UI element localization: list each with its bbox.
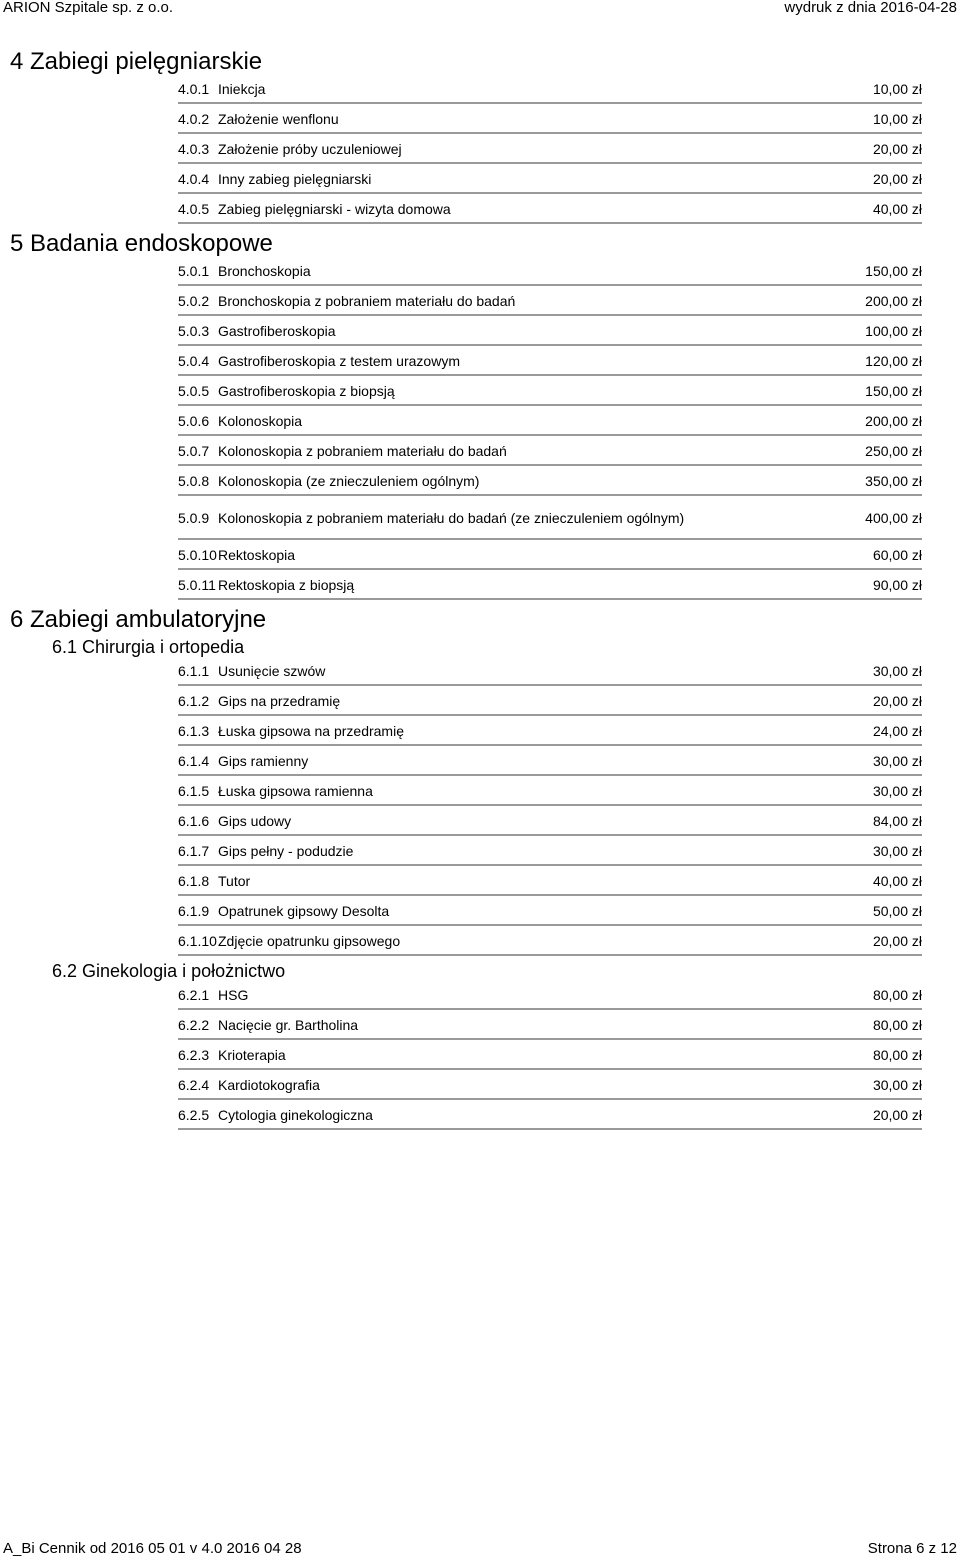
table-row (178, 106, 922, 134)
service-code: 4.0.1 (178, 81, 210, 97)
service-code: 5.0.2 (178, 293, 210, 309)
table-row (178, 288, 922, 316)
service-name: Iniekcja (218, 81, 266, 97)
service-name: Gastrofiberoskopia z testem urazowym (218, 353, 460, 369)
service-price: 20,00 zł (872, 933, 922, 949)
service-code: 6.1.2 (178, 693, 210, 709)
table-row (178, 928, 922, 956)
service-code: 5.0.7 (178, 443, 210, 459)
service-price: 24,00 zł (872, 723, 922, 739)
service-price: 40,00 zł (872, 873, 922, 889)
table-row (178, 688, 922, 716)
table-row (178, 778, 922, 806)
service-price: 30,00 zł (872, 783, 922, 799)
price-table (178, 658, 922, 956)
table-row (178, 1012, 922, 1040)
section-title: 5 Badania endoskopowe (10, 230, 273, 257)
service-code: 6.2.3 (178, 1047, 210, 1063)
table-row (178, 468, 922, 496)
service-name: Gastrofiberoskopia (218, 323, 336, 339)
service-price: 250,00 zł (865, 443, 922, 459)
table-row (178, 378, 922, 406)
service-price: 20,00 zł (872, 171, 922, 187)
service-price: 150,00 zł (865, 263, 922, 279)
service-name: Zdjęcie opatrunku gipsowego (218, 933, 401, 949)
section (0, 226, 960, 600)
service-name: Łuska gipsowa na przedramię (218, 723, 404, 739)
service-code: 5.0.8 (178, 473, 210, 489)
table-row (178, 982, 922, 1010)
section-title: 4 Zabiegi pielęgniarskie (10, 48, 263, 75)
service-code: 6.2.5 (178, 1107, 210, 1123)
table-row (178, 408, 922, 436)
service-price: 20,00 zł (872, 693, 922, 709)
service-name: Kardiotokografia (218, 1077, 320, 1093)
service-price: 150,00 zł (865, 383, 922, 399)
service-price: 60,00 zł (872, 547, 922, 563)
service-code: 4.0.4 (178, 171, 210, 187)
price-table (178, 982, 922, 1130)
table-row (178, 498, 922, 540)
table-row (178, 658, 922, 686)
subsection-title: 6.2 Ginekologia i położnictwo (52, 961, 286, 981)
section (0, 602, 960, 1130)
service-price: 200,00 zł (865, 293, 922, 309)
service-code: 6.1.7 (178, 843, 210, 859)
service-name: Gips udowy (218, 813, 292, 829)
service-code: 6.1.1 (178, 663, 210, 679)
service-price: 80,00 zł (872, 1047, 922, 1063)
service-code: 5.0.10 (178, 547, 217, 563)
section (0, 44, 960, 224)
service-price: 100,00 zł (865, 323, 922, 339)
service-name: Gips pełny - podudzie (218, 843, 354, 859)
table-row (178, 898, 922, 926)
service-code: 6.1.10 (178, 933, 217, 949)
service-name: Cytologia ginekologiczna (218, 1107, 373, 1123)
table-row (178, 542, 922, 570)
table-row (178, 1072, 922, 1100)
service-name: Zabieg pielęgniarski - wizyta domowa (218, 201, 451, 217)
page-header (0, 0, 960, 22)
service-name: Gastrofiberoskopia z biopsją (218, 383, 395, 399)
service-name: Nacięcie gr. Bartholina (218, 1017, 359, 1033)
service-code: 6.1.3 (178, 723, 210, 739)
table-row (178, 748, 922, 776)
service-code: 4.0.2 (178, 111, 210, 127)
service-name: Usunięcie szwów (218, 663, 326, 679)
service-name: Założenie próby uczuleniowej (218, 141, 402, 157)
service-code: 6.1.6 (178, 813, 210, 829)
service-price: 80,00 zł (872, 987, 922, 1003)
service-code: 5.0.6 (178, 413, 210, 429)
service-name: HSG (218, 987, 249, 1003)
price-table (178, 76, 922, 224)
service-price: 30,00 zł (872, 1077, 922, 1093)
service-code: 6.2.2 (178, 1017, 210, 1033)
service-code: 6.1.4 (178, 753, 210, 769)
service-name: Kolonoskopia z pobraniem materiału do badań (218, 443, 507, 459)
service-code: 5.0.5 (178, 383, 210, 399)
service-name: Inny zabieg pielęgniarski (218, 171, 372, 187)
service-price: 20,00 zł (872, 141, 922, 157)
service-code: 4.0.3 (178, 141, 210, 157)
service-code: 5.0.4 (178, 353, 210, 369)
service-price: 30,00 zł (872, 753, 922, 769)
footer-page-number: Strona 6 z 12 (867, 1540, 957, 1557)
service-code: 5.0.9 (178, 510, 210, 526)
service-price: 90,00 zł (872, 577, 922, 593)
service-price: 40,00 zł (872, 201, 922, 217)
service-price: 30,00 zł (872, 663, 922, 679)
table-row (178, 196, 922, 224)
service-price: 10,00 zł (872, 81, 922, 97)
table-row (178, 438, 922, 466)
service-price: 350,00 zł (865, 473, 922, 489)
section-title: 6 Zabiegi ambulatoryjne (10, 606, 267, 633)
service-name: Krioterapia (218, 1047, 286, 1063)
service-price: 200,00 zł (865, 413, 922, 429)
page-footer (0, 1540, 960, 1560)
service-name: Gips na przedramię (218, 693, 341, 709)
service-code: 5.0.11 (178, 577, 216, 593)
footer-document-name: A_Bi Cennik od 2016 05 01 v 4.0 2016 04 28 (3, 1540, 302, 1557)
service-code: 6.1.8 (178, 873, 210, 889)
service-name: Tutor (218, 873, 251, 889)
price-table (178, 258, 922, 600)
table-row (178, 136, 922, 164)
service-code: 6.2.4 (178, 1077, 210, 1093)
table-row (178, 868, 922, 896)
service-name: Bronchoskopia z pobraniem materiału do badań (218, 293, 516, 309)
service-price: 20,00 zł (872, 1107, 922, 1123)
price-list (0, 44, 960, 1132)
service-name: Opatrunek gipsowy Desolta (218, 903, 390, 919)
service-name: Gips ramienny (218, 753, 309, 769)
service-code: 6.1.5 (178, 783, 210, 799)
service-price: 50,00 zł (872, 903, 922, 919)
table-row (178, 318, 922, 346)
service-price: 30,00 zł (872, 843, 922, 859)
table-row (178, 348, 922, 376)
service-code: 4.0.5 (178, 201, 210, 217)
table-row (178, 76, 922, 104)
service-code: 5.0.3 (178, 323, 210, 339)
service-name: Bronchoskopia (218, 263, 311, 279)
service-price: 120,00 zł (865, 353, 922, 369)
table-row (178, 1102, 922, 1130)
service-name: Łuska gipsowa ramienna (218, 783, 373, 799)
service-code: 6.2.1 (178, 987, 210, 1003)
table-row (178, 258, 922, 286)
service-price: 400,00 zł (865, 510, 922, 526)
service-name: Kolonoskopia (218, 413, 303, 429)
service-price: 10,00 zł (872, 111, 922, 127)
header-company: ARION Szpitale sp. z o.o. (3, 0, 174, 16)
table-row (178, 808, 922, 836)
service-name: Kolonoskopia (ze znieczuleniem ogólnym) (218, 473, 480, 489)
header-print-date: wydruk z dnia 2016-04-28 (784, 0, 957, 16)
table-row (178, 166, 922, 194)
service-code: 6.1.9 (178, 903, 210, 919)
subsection-title: 6.1 Chirurgia i ortopedia (52, 637, 245, 657)
service-price: 84,00 zł (872, 813, 922, 829)
service-name: Kolonoskopia z pobraniem materiału do badań (ze znieczuleniem ogólnym) (218, 510, 685, 526)
service-code: 5.0.1 (178, 263, 210, 279)
service-name: Rektoskopia z biopsją (218, 577, 355, 593)
table-row (178, 1042, 922, 1070)
service-name: Rektoskopia (218, 547, 296, 563)
table-row (178, 572, 922, 600)
table-row (178, 718, 922, 746)
service-price: 80,00 zł (872, 1017, 922, 1033)
service-name: Założenie wenflonu (218, 111, 339, 127)
table-row (178, 838, 922, 866)
